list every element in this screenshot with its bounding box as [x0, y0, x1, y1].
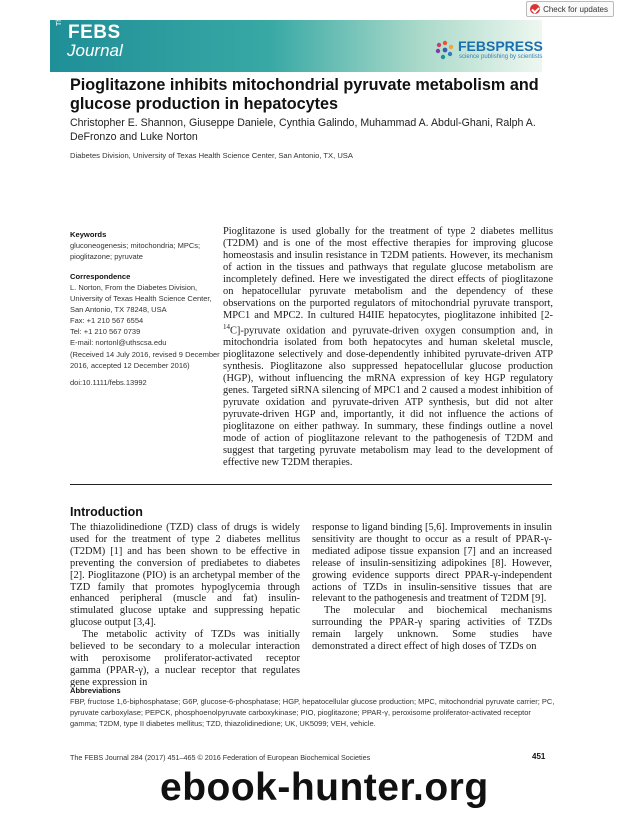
correspondence-block	[70, 282, 220, 348]
correspondence-line: University of Texas Health Science Center,	[70, 294, 212, 303]
doi-link[interactable]: doi:10.1111/febs.13992	[70, 378, 147, 387]
publisher-tagline: science publishing by scientists	[459, 54, 543, 60]
abstract	[223, 226, 553, 469]
intro-paragraph: The molecular and biochemical mechanisms surrounding the PPAR-γ sparing activities of TZDs remain largely unknown. Some studies have demonstrated a direct effect of high doses of TZDs on	[312, 605, 552, 653]
correspondence-line: L. Norton, From the Diabetes Division,	[70, 283, 198, 292]
check-for-updates-label: Check for updates	[543, 4, 608, 14]
article-title: Pioglitazone inhibits mitochondrial pyruvate metabolism and glucose production in hepatocytes	[70, 76, 539, 113]
keywords-text: gluconeogenesis; mitochondria; MPCs; pioglitazone; pyruvate	[70, 241, 201, 261]
abstract-superscript: 14	[223, 322, 230, 331]
page-number: 451	[532, 752, 546, 761]
article-affiliation: Diabetes Division, University of Texas Health Science Center, San Antonio, TX, USA	[70, 151, 353, 160]
journal-febs: FEBS	[68, 22, 121, 43]
abbreviations-text: FBP, fructose 1,6-biphosphatase; G6P, glucose-6-phosphatase; HGP, hepatocellular glucose production; MPC, mitochondrial pyruvate carrier; PC, pyruvate carboxylase; PEPCK, phosphoenolpyruvate carboxykinase; PIO, pioglitazone; PPAR-γ, peroxisome proliferator-activated receptor gamma; T2DM, type II diabetes mellitus; TZD, thiazolidinedione; UK, UK5099; VEH, vehicle.	[70, 697, 555, 728]
check-icon	[530, 4, 540, 14]
footer-citation: The FEBS Journal 284 (2017) 451–465 © 2016 Federation of European Biochemical Societies	[70, 753, 371, 762]
correspondence-fax: Fax: +1 210 567 6554	[70, 316, 144, 325]
intro-paragraph: The thiazolidinedione (TZD) class of drugs is widely used for the treatment of type 2 diabetes mellitus (T2DM) [1] and has been shown to be effective in preventing the conversion of prediabetes to diabetes [2]. Pioglitazone (PIO) is an archetypal member of the TZD family that promotes hypoglycemia through enhanced peripheral (muscle and fat) insulin-stimulated glucose uptake and suppressing hepatic glucose output [3,4].	[70, 522, 300, 629]
abstract-text-part1: Pioglitazone is used globally for the treatment of type 2 diabetes mellitus (T2DM) and is one of the most effective therapies for improving glucose homeostasis and insulin resistance in T2DM patients. However, its mechanism of action in the tissues and pathways that regulate glucose metabolism are incompletely defined. Here we investigated the direct effects of pioglitazone on hepatocellular pyruvate metabolism and the dependency of these observations on the purported regulators of mitochondrial pyruvate transport, MPC1 and MPC2. In cultured H4IIE hepatocytes, pioglitazone inhibited [2-	[223, 226, 553, 321]
intro-paragraph: response to ligand binding [5,6]. Improvements in insulin sensitivity are thought to occur as a result of PPAR-γ-mediated adipose tissue expansion [7] and an increased release of insulin-sensitizing adipokines [8]. However, growing evidence supports direct PPAR-γ-independent actions of TZDs in insulin-sensitive tissues that are relevant to the pathogenesis and treatment of T2DM [9].	[312, 522, 552, 605]
correspondence-tel: Tel: +1 210 567 0739	[70, 327, 141, 336]
febs-press-logo-icon	[435, 40, 455, 60]
abstract-paragraph	[223, 226, 553, 469]
publisher-name: FEBSPRESS	[458, 38, 543, 54]
watermark-text: ebook-hunter.org	[160, 766, 489, 809]
check-for-updates-button[interactable]	[526, 1, 614, 17]
abstract-text-part2: C]-pyruvate oxidation and pyruvate-driven oxygen consumption and, in mitochondria isolated from both hepatocytes and human skeletal muscle, pioglitazone selectively and dose-dependently inhibited pyruvate-driven ATP synthesis. Pioglitazone also suppressed hepatocellular glucose production (HGP), without influencing the mRNA expression of key HGP regulatory genes. Targeted siRNA silencing of MPC1 and 2 caused a modest inhibition of pyruvate oxidation and pyruvate-driven ATP synthesis, but did not alter pyruvate-driven HGP and, importantly, it did not influence the actions of pioglitazone on either pathway. In summary, these findings outline a novel mode of action of pioglitazone relevant to the pathogenesis of T2DM and suggest that targeting pyruvate metabolism may lead to the development of effective new T2DM therapies.	[223, 325, 553, 468]
section-divider	[70, 484, 552, 485]
journal-the: The	[56, 13, 63, 26]
correspondence-heading: Correspondence	[70, 272, 131, 281]
keywords-heading: Keywords	[70, 230, 107, 239]
received-dates: (Received 14 July 2016, revised 9 December 2016, accepted 12 December 2016)	[70, 350, 220, 370]
introduction-heading: Introduction	[70, 505, 143, 519]
intro-paragraph: The metabolic activity of TZDs was initially believed to be secondary to a molecular interaction with peroxisome proliferator-activated receptor gamma (PPAR-γ), a nuclear receptor that regulates gene expression in	[70, 629, 300, 688]
correspondence-email[interactable]: E-mail: nortonl@uthscsa.edu	[70, 338, 167, 347]
intro-column-right	[312, 522, 552, 653]
journal-name: Journal	[67, 41, 123, 60]
intro-column-left	[70, 522, 300, 689]
abbreviations-heading: Abbreviations	[70, 686, 121, 695]
article-authors: Christopher E. Shannon, Giuseppe Daniele, Cynthia Galindo, Muhammad A. Abdul-Ghani, Ralph A. DeFronzo and Luke Norton	[70, 117, 536, 143]
correspondence-line: San Antonio, TX 78248, USA	[70, 305, 167, 314]
